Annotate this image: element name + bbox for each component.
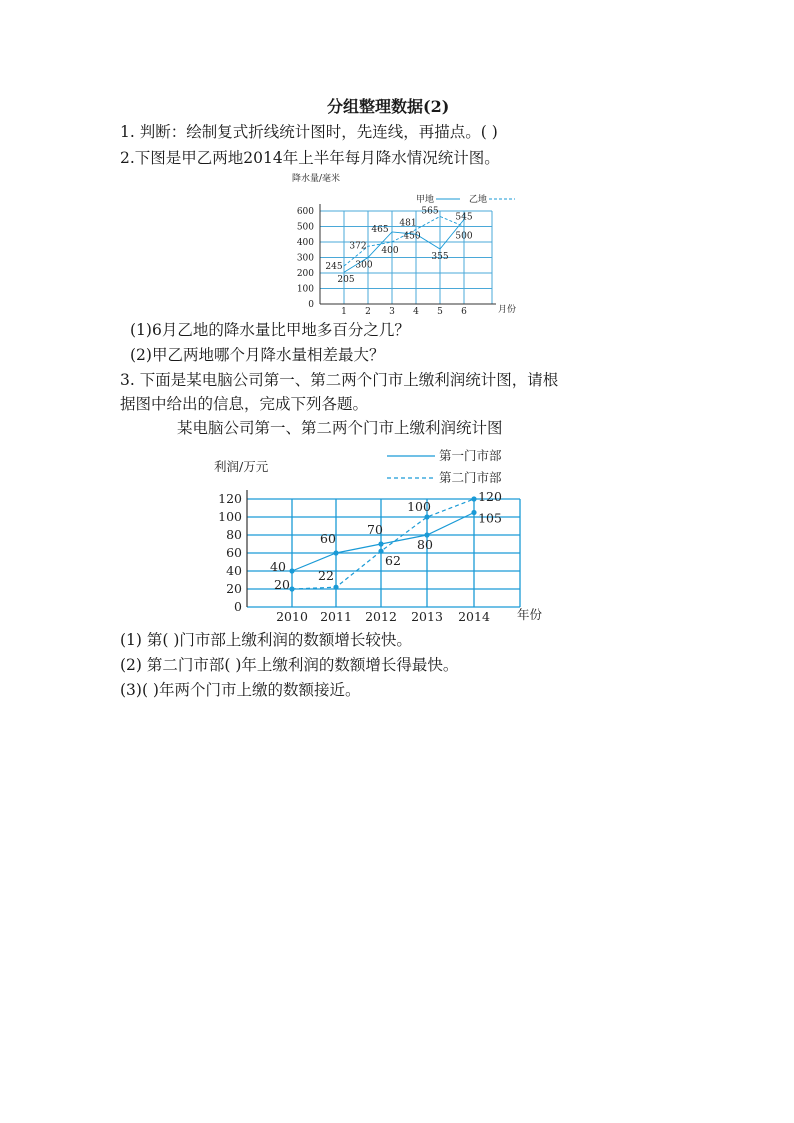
x-tick-label: 3 xyxy=(389,307,395,317)
legend-jia-label: 甲地 xyxy=(416,195,435,205)
y-tick-label: 60 xyxy=(226,545,242,560)
y-tick-label: 200 xyxy=(296,269,314,279)
data-point xyxy=(333,550,338,555)
question-3-part-1: (1) 第( )门市部上缴利润的数额增长较快。 xyxy=(120,631,412,649)
rainfall-chart xyxy=(286,168,526,316)
x-tick-label: 2010 xyxy=(276,609,308,624)
y-tick-label: 600 xyxy=(296,207,314,217)
y-tick-label: 40 xyxy=(226,563,242,578)
y-tick-label: 80 xyxy=(226,527,242,542)
data-label: 22 xyxy=(318,568,334,584)
data-label: 105 xyxy=(478,510,502,526)
data-label: 80 xyxy=(417,537,433,552)
data-point xyxy=(378,549,383,554)
y-tick-label: 400 xyxy=(296,238,314,248)
question-3-part-2: (2) 第二门市部( )年上缴利润的数额增长得最快。 xyxy=(120,656,459,674)
data-label: 120 xyxy=(478,489,502,504)
data-label: 40 xyxy=(270,559,286,574)
x-tick-label: 6 xyxy=(461,307,467,317)
legend-second-store-label: 第二门市部 xyxy=(439,470,502,485)
question-2-part-2: (2)甲乙两地哪个月降水量相差最大？ xyxy=(130,346,385,364)
data-label: 400 xyxy=(381,246,399,256)
page-title: 分组整理数据(2) xyxy=(327,97,450,116)
y-tick-label: 20 xyxy=(226,581,242,596)
data-label: 70 xyxy=(367,522,383,537)
data-label: 545 xyxy=(455,212,473,223)
x-tick-label: 2014 xyxy=(458,609,490,624)
legend-first-store-label: 第一门市部 xyxy=(439,448,502,463)
y-tick-label: 0 xyxy=(234,599,242,614)
data-label: 500 xyxy=(455,231,473,242)
y-tick-label: 100 xyxy=(218,509,242,524)
y-tick-label: 0 xyxy=(308,300,314,310)
question-3-part-3: (3)( )年两个门市上缴的数额接近。 xyxy=(120,681,361,699)
data-point xyxy=(333,585,338,590)
data-label: 355 xyxy=(431,251,449,262)
x-tick-label: 5 xyxy=(437,307,443,317)
question-3-line-2: 据图中给出的信息，完成下列各题。 xyxy=(120,395,369,413)
y-tick-label: 500 xyxy=(296,222,314,233)
data-label: 100 xyxy=(407,499,431,514)
x-tick-label: 2012 xyxy=(365,609,397,624)
data-label: 481 xyxy=(399,218,417,229)
data-point xyxy=(289,568,294,573)
data-label: 205 xyxy=(337,275,355,286)
data-label: 372 xyxy=(349,241,367,252)
x-tick-label: 4 xyxy=(413,307,419,317)
data-label: 465 xyxy=(371,224,389,235)
profit-chart xyxy=(210,440,550,630)
rainfall-legend xyxy=(416,193,515,205)
rainfall-y-axis-label: 降水量/毫米 xyxy=(292,174,341,184)
question-3-line-1: 3. 下面是某电脑公司第一、第二两个门市上缴利润统计图，请根 xyxy=(120,371,559,389)
y-tick-label: 300 xyxy=(296,253,314,264)
x-tick-label: 1 xyxy=(341,307,347,317)
question-2: 2.下图是甲乙两地2014年上半年每月降水情况统计图。 xyxy=(120,149,500,167)
y-tick-label: 100 xyxy=(296,284,314,295)
question-2-part-1: (1)6月乙地的降水量比甲地多百分之几？ xyxy=(130,321,410,339)
data-point xyxy=(289,586,294,591)
profit-y-axis-label: 利润/万元 xyxy=(214,459,269,474)
x-tick-label: 2 xyxy=(365,307,371,317)
x-tick-label: 2011 xyxy=(320,609,352,624)
x-tick-label: 2013 xyxy=(411,609,443,624)
data-label: 60 xyxy=(320,531,336,546)
data-point xyxy=(424,514,429,519)
data-label: 450 xyxy=(403,231,421,242)
rainfall-x-axis-label: 月份 xyxy=(498,305,517,315)
question-1: 1. 判断：绘制复式折线统计图时，先连线，再描点。( ) xyxy=(120,123,498,141)
profit-legend xyxy=(387,448,502,485)
data-label: 565 xyxy=(421,206,439,217)
data-point xyxy=(378,541,383,546)
data-label: 300 xyxy=(355,260,373,271)
data-label: 20 xyxy=(274,577,290,592)
y-tick-label: 120 xyxy=(218,491,242,506)
legend-yi-label: 乙地 xyxy=(469,195,488,205)
data-point xyxy=(471,496,476,501)
profit-x-axis-label: 年份 xyxy=(517,607,543,622)
data-label: 245 xyxy=(325,262,343,273)
profit-chart-title: 某电脑公司第一、第二两个门市上缴利润统计图 xyxy=(177,419,503,437)
data-point xyxy=(471,510,476,515)
data-label: 62 xyxy=(385,553,401,569)
